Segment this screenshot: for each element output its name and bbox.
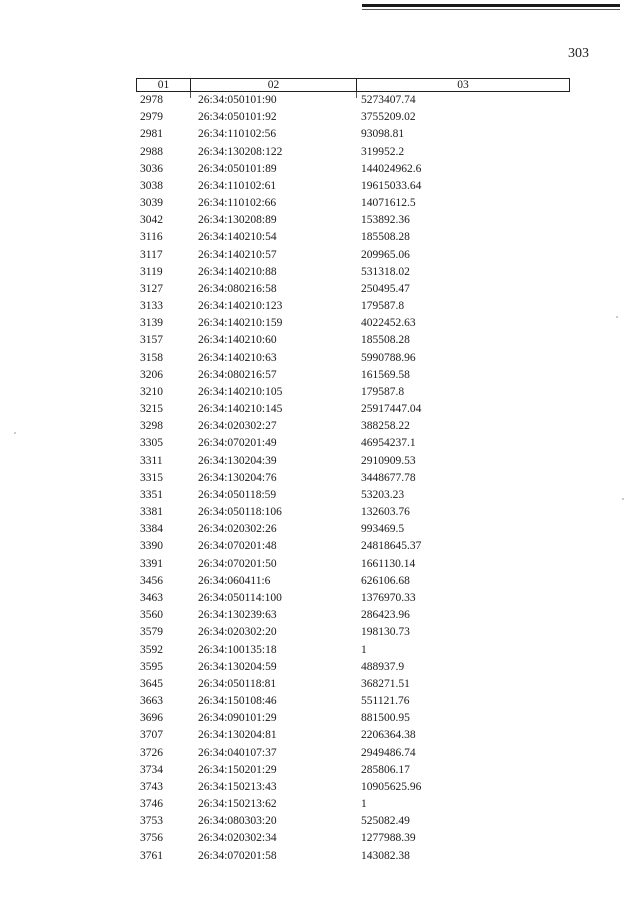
table-cell-col3: 10905625.96	[361, 780, 422, 793]
table-cell-col2: 26:34:140210:57	[198, 248, 277, 261]
table-cell-col3: 198130.73	[361, 626, 410, 639]
header-rule-thin	[362, 9, 620, 10]
table-cell-col3: 368271.51	[361, 677, 410, 690]
table-cell-col1: 3592	[140, 643, 163, 656]
table-cell-col2: 26:34:140210:63	[198, 351, 277, 364]
table-cell-col1: 3116	[140, 231, 163, 244]
table-row	[136, 624, 570, 641]
table-body	[136, 92, 570, 865]
scan-speck	[14, 432, 16, 434]
table-cell-col2: 26:34:130208:122	[198, 145, 283, 158]
table-cell-col3: 19615033.64	[361, 179, 422, 192]
table-cell-col2: 26:34:050118:106	[198, 506, 282, 519]
table-row	[136, 504, 570, 521]
table-cell-col2: 26:34:110102:61	[198, 179, 277, 192]
table-cell-col2: 26:34:150213:62	[198, 798, 277, 811]
table-cell-col1: 3042	[140, 214, 163, 227]
table-row	[136, 264, 570, 281]
table-row	[136, 109, 570, 126]
table-cell-col2: 26:34:090101:29	[198, 712, 277, 725]
data-table	[136, 78, 570, 865]
table-cell-col1: 3117	[140, 248, 163, 261]
table-row	[136, 367, 570, 384]
table-cell-col3: 488937.9	[361, 660, 405, 673]
table-cell-col3: 185508.28	[361, 334, 410, 347]
scan-speck	[616, 316, 618, 318]
table-cell-col2: 26:34:020302:34	[198, 832, 277, 845]
table-row	[136, 487, 570, 504]
table-cell-col1: 2979	[140, 111, 163, 124]
table-row	[136, 247, 570, 264]
table-cell-col3: 46954237.1	[361, 437, 416, 450]
table-cell-col2: 26:34:080303:20	[198, 815, 277, 828]
table-row	[136, 521, 570, 538]
table-cell-col3: 1661130.14	[361, 557, 416, 570]
table-cell-col1: 3127	[140, 282, 163, 295]
column-header-01: 01	[137, 79, 191, 91]
table-cell-col3: 525082.49	[361, 815, 410, 828]
table-cell-col1: 3298	[140, 420, 163, 433]
table-row	[136, 126, 570, 143]
table-row	[136, 642, 570, 659]
table-cell-col1: 3351	[140, 488, 163, 501]
table-cell-col2: 26:34:080216:57	[198, 368, 277, 381]
table-cell-col1: 3726	[140, 746, 163, 759]
header-rule-thick	[362, 4, 620, 7]
table-cell-col3: 319952.2	[361, 145, 405, 158]
table-cell-col1: 3311	[140, 454, 163, 467]
table-cell-col2: 26:34:020302:26	[198, 523, 277, 536]
table-cell-col1: 3157	[140, 334, 163, 347]
table-cell-col2: 26:34:050101:89	[198, 162, 277, 175]
table-cell-col2: 26:34:100135:18	[198, 643, 277, 656]
table-cell-col3: 2910909.53	[361, 454, 416, 467]
scan-speck	[622, 498, 624, 500]
table-cell-col3: 993469.5	[361, 523, 405, 536]
table-cell-col1: 3384	[140, 523, 163, 536]
table-row	[136, 144, 570, 161]
table-cell-col1: 3456	[140, 574, 163, 587]
table-cell-col2: 26:34:130208:89	[198, 214, 277, 227]
table-cell-col3: 161569.58	[361, 368, 410, 381]
table-row	[136, 470, 570, 487]
table-cell-col2: 26:34:140210:88	[198, 265, 277, 278]
table-cell-col2: 26:34:150108:46	[198, 695, 277, 708]
table-cell-col2: 26:34:110102:56	[198, 128, 277, 141]
table-cell-col3: 209965.06	[361, 248, 410, 261]
table-cell-col2: 26:34:070201:50	[198, 557, 277, 570]
table-cell-col3: 551121.76	[361, 695, 410, 708]
table-cell-col1: 2988	[140, 145, 163, 158]
table-cell-col2: 26:34:140210:105	[198, 385, 283, 398]
table-row	[136, 556, 570, 573]
table-cell-col1: 3390	[140, 540, 163, 553]
table-row	[136, 813, 570, 830]
table-cell-col1: 3463	[140, 591, 163, 604]
table-cell-col3: 132603.76	[361, 506, 410, 519]
table-header	[136, 78, 570, 92]
table-cell-col3: 5990788.96	[361, 351, 416, 364]
table-cell-col2: 26:34:050118:81	[198, 677, 277, 690]
table-cell-col3: 53203.23	[361, 488, 405, 501]
table-cell-col2: 26:34:050101:90	[198, 94, 277, 106]
table-row	[136, 178, 570, 195]
table-cell-col2: 26:34:130204:59	[198, 660, 277, 673]
table-cell-col1: 3753	[140, 815, 163, 828]
table-cell-col2: 26:34:150213:43	[198, 780, 277, 793]
table-cell-col1: 3734	[140, 763, 163, 776]
table-row	[136, 281, 570, 298]
table-cell-col3: 24818645.37	[361, 540, 422, 553]
table-row	[136, 848, 570, 865]
table-row	[136, 350, 570, 367]
table-cell-col3: 144024962.6	[361, 162, 422, 175]
table-cell-col2: 26:34:020302:27	[198, 420, 277, 433]
table-cell-col3: 143082.38	[361, 849, 410, 862]
table-cell-col1: 3743	[140, 780, 163, 793]
table-row	[136, 590, 570, 607]
table-cell-col2: 26:34:130204:81	[198, 729, 277, 742]
table-cell-col1: 3139	[140, 317, 163, 330]
table-cell-col1: 3381	[140, 506, 163, 519]
table-cell-col3: 179587.8	[361, 300, 405, 313]
table-cell-col3: 2949486.74	[361, 746, 416, 759]
table-cell-col2: 26:34:070201:48	[198, 540, 277, 553]
table-cell-col2: 26:34:130204:39	[198, 454, 277, 467]
table-cell-col1: 3038	[140, 179, 163, 192]
table-cell-col2: 26:34:070201:49	[198, 437, 277, 450]
table-cell-col3: 1376970.33	[361, 591, 416, 604]
table-row	[136, 573, 570, 590]
table-cell-col2: 26:34:050118:59	[198, 488, 277, 501]
table-row	[136, 727, 570, 744]
table-cell-col2: 26:34:060411:6	[198, 574, 271, 587]
table-row	[136, 418, 570, 435]
table-cell-col3: 25917447.04	[361, 403, 422, 416]
table-cell-col2: 26:34:070201:58	[198, 849, 277, 862]
table-cell-col2: 26:34:020302:20	[198, 626, 277, 639]
table-row	[136, 384, 570, 401]
table-cell-col2: 26:34:110102:66	[198, 197, 277, 210]
table-row	[136, 212, 570, 229]
table-cell-col3: 881500.95	[361, 712, 410, 725]
table-cell-col1: 3215	[140, 403, 163, 416]
table-cell-col1: 3645	[140, 677, 163, 690]
table-cell-col3: 531318.02	[361, 265, 410, 278]
table-cell-col3: 14071612.5	[361, 197, 416, 210]
table-cell-col3: 250495.47	[361, 282, 410, 295]
table-row	[136, 762, 570, 779]
table-row	[136, 745, 570, 762]
page-number: 303	[568, 46, 589, 61]
table-cell-col2: 26:34:140210:60	[198, 334, 277, 347]
table-cell-col3: 286423.96	[361, 609, 410, 622]
table-cell-col2: 26:34:050114:100	[198, 591, 282, 604]
table-cell-col3: 3448677.78	[361, 471, 416, 484]
table-row	[136, 659, 570, 676]
table-cell-col2: 26:34:130204:76	[198, 471, 277, 484]
table-cell-col1: 3210	[140, 385, 163, 398]
table-cell-col1: 3133	[140, 300, 163, 313]
table-row	[136, 676, 570, 693]
table-cell-col3: 179587.8	[361, 385, 405, 398]
table-cell-col3: 626106.68	[361, 574, 410, 587]
table-cell-col1: 3595	[140, 660, 163, 673]
table-cell-col1: 3756	[140, 832, 163, 845]
table-row	[136, 435, 570, 452]
table-row	[136, 779, 570, 796]
table-cell-col3: 1	[361, 643, 367, 656]
table-cell-col3: 388258.22	[361, 420, 410, 433]
table-row	[136, 401, 570, 418]
table-row	[136, 298, 570, 315]
table-cell-col1: 3391	[140, 557, 163, 570]
table-cell-col3: 153892.36	[361, 214, 410, 227]
table-cell-col1: 2981	[140, 128, 163, 141]
column-header-02: 02	[191, 79, 357, 91]
table-cell-col3: 185508.28	[361, 231, 410, 244]
table-cell-col1: 3696	[140, 712, 163, 725]
table-row	[136, 332, 570, 349]
table-cell-col3: 1277988.39	[361, 832, 416, 845]
table-row	[136, 453, 570, 470]
table-cell-col1: 3036	[140, 162, 163, 175]
table-row	[136, 693, 570, 710]
table-cell-col3: 5273407.74	[361, 94, 416, 106]
table-row	[136, 195, 570, 212]
table-row	[136, 796, 570, 813]
table-cell-col2: 26:34:040107:37	[198, 746, 277, 759]
table-cell-col3: 1	[361, 798, 367, 811]
table-cell-col2: 26:34:080216:58	[198, 282, 277, 295]
table-cell-col1: 3761	[140, 849, 163, 862]
table-cell-col2: 26:34:140210:123	[198, 300, 283, 313]
column-header-03: 03	[457, 79, 469, 91]
table-cell-col1: 3039	[140, 197, 163, 210]
table-cell-col3: 285806.17	[361, 763, 410, 776]
table-row	[136, 92, 570, 109]
table-cell-col1: 3119	[140, 265, 163, 278]
table-cell-col1: 3315	[140, 471, 163, 484]
table-cell-col2: 26:34:140210:54	[198, 231, 277, 244]
table-cell-col3: 4022452.63	[361, 317, 416, 330]
table-cell-col1: 3746	[140, 798, 163, 811]
table-row	[136, 161, 570, 178]
table-row	[136, 538, 570, 555]
table-cell-col3: 93098.81	[361, 128, 405, 141]
table-cell-col1: 2978	[140, 94, 163, 106]
table-row	[136, 607, 570, 624]
table-cell-col1: 3206	[140, 368, 163, 381]
table-cell-col1: 3305	[140, 437, 163, 450]
table-cell-col2: 26:34:150201:29	[198, 763, 277, 776]
table-cell-col2: 26:34:140210:145	[198, 403, 283, 416]
table-cell-col1: 3579	[140, 626, 163, 639]
table-row	[136, 710, 570, 727]
table-row	[136, 315, 570, 332]
table-cell-col3: 3755209.02	[361, 111, 416, 124]
table-cell-col2: 26:34:050101:92	[198, 111, 277, 124]
table-cell-col2: 26:34:140210:159	[198, 317, 283, 330]
table-row	[136, 830, 570, 847]
table-cell-col1: 3560	[140, 609, 163, 622]
table-cell-col1: 3158	[140, 351, 163, 364]
table-cell-col3: 2206364.38	[361, 729, 416, 742]
table-row	[136, 229, 570, 246]
table-cell-col2: 26:34:130239:63	[198, 609, 277, 622]
table-cell-col1: 3707	[140, 729, 163, 742]
table-cell-col1: 3663	[140, 695, 163, 708]
